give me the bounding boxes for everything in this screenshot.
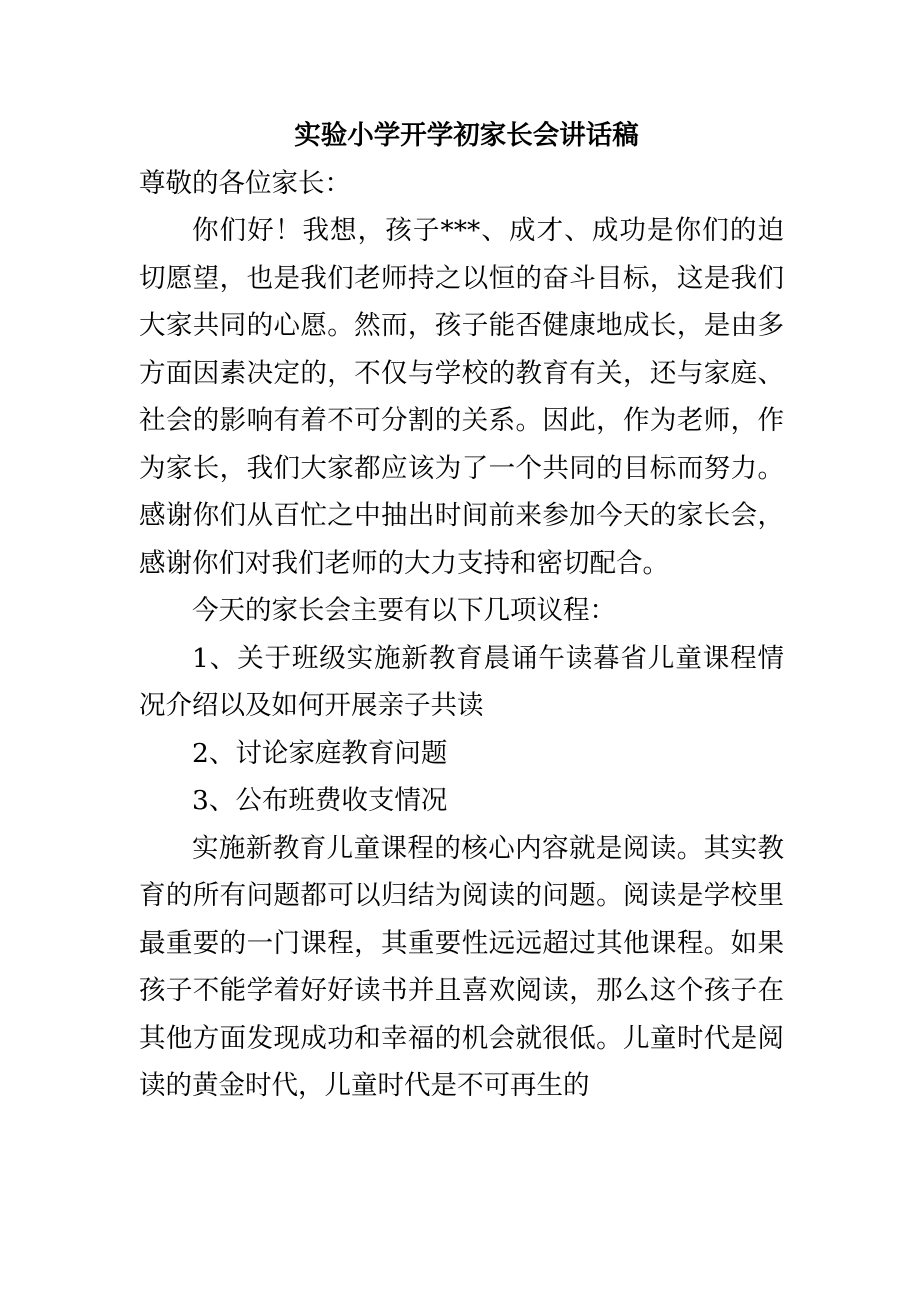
document-body [139, 112, 784, 1110]
agenda-intro-paragraph: 今天的家长会主要有以下几项议程： [192, 595, 616, 626]
intro-paragraph: 你们好！我想，孩子***、成才、成功是你们的迫切愿望，也是我们老师持之以恒的奋斗目标，这是我们大家共同的心愿。然而，孩子能否健康地成长，是由多方面因素决定的，不仅与学校的教育有关，还与家庭、社会的影响有着不可分割的关系。因此，作为老师，作为家长，我们大家都应该为了一个共同的目标而努力。感谢你们从百忙之中抽出时间前来参加今天的家长会，感谢你们对我们老师的大力支持和密切配合。 [139, 215, 784, 579]
agenda-item-2: 2、讨论家庭教育问题 [192, 737, 448, 769]
agenda-item-3: 3、公布班费收支情况 [192, 785, 448, 816]
greeting: 尊敬的各位家长： [139, 167, 351, 199]
document-title: 实验小学开学初家长会讲话稿 [294, 120, 639, 151]
agenda-item-1: 1、关于班级实施新教育晨诵午读暮省儿童课程情况介绍以及如何开展亲子共读 [139, 642, 784, 721]
reading-paragraph: 实施新教育儿童课程的核心内容就是阅读。其实教育的所有问题都可以归结为阅读的问题。阅读是学校里最重要的一门课程，其重要性远远超过其他课程。如果孩子不能学着好好读书并且喜欢阅读，那么这个孩子在其他方面发现成功和幸福的机会就很低。儿童时代是阅读的黄金时代，儿童时代是不可再生的 [139, 832, 784, 1101]
